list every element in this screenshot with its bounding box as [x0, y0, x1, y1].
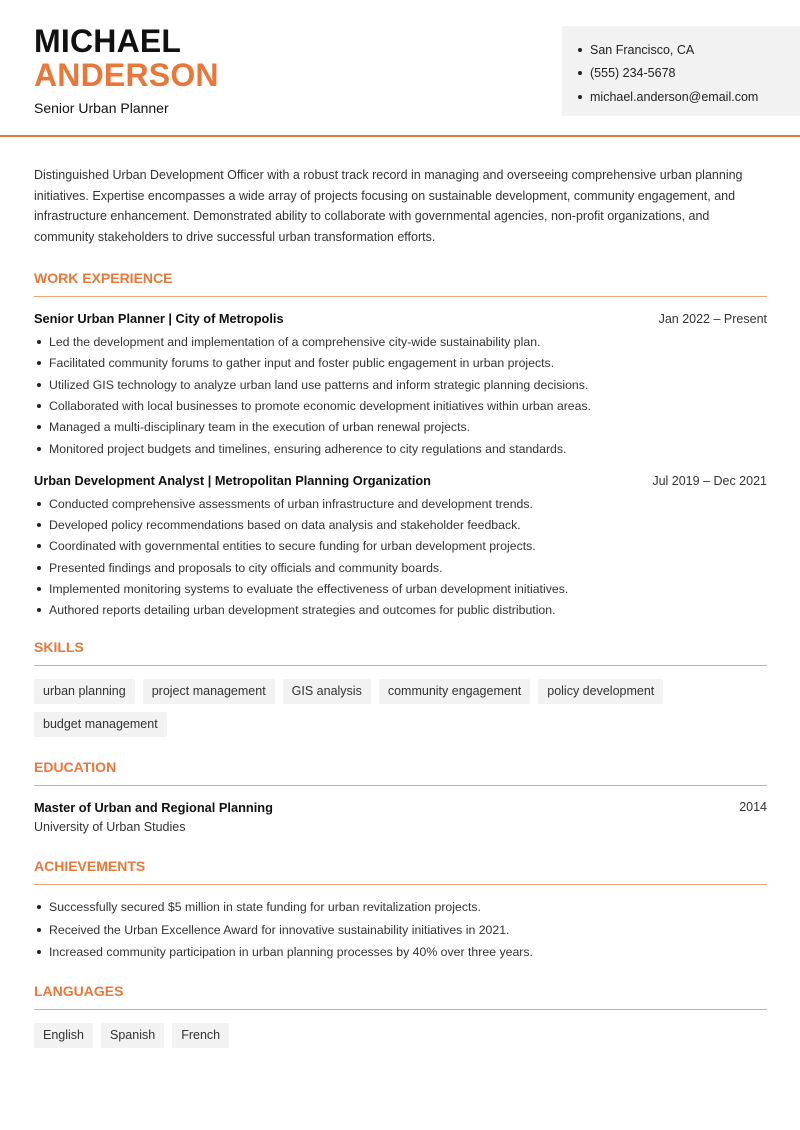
bullet-icon — [37, 608, 41, 612]
list-item: Monitored project budgets and timelines, ensuring adherence to city regulations and standards. — [34, 438, 767, 459]
skill-chip: GIS analysis — [283, 679, 371, 704]
job-date: Jan 2022 – Present — [658, 312, 767, 327]
list-item: Led the development and implementation of a comprehensive city-wide sustainability plan. — [34, 331, 767, 352]
language-chip: Spanish — [101, 1023, 164, 1048]
work-section — [34, 270, 767, 621]
graduation-year: 2014 — [739, 799, 767, 814]
list-item: Increased community participation in urban planning processes by 40% over three years. — [34, 941, 767, 964]
job-title: Urban Development Analyst | Metropolitan Planning Organization — [34, 473, 432, 489]
achievements-section — [34, 858, 767, 964]
bullet-icon — [578, 95, 582, 99]
list-item: Developed policy recommendations based on data analysis and stakeholder feedback. — [34, 514, 767, 535]
skill-chip: policy development — [538, 679, 663, 704]
list-item: Successfully secured $5 million in state funding for urban revitalization projects. — [34, 896, 767, 919]
job-header — [34, 311, 767, 326]
job-title: Senior Urban Planner | City of Metropolis — [34, 311, 284, 327]
bullet-icon — [37, 425, 41, 429]
resume-header — [0, 0, 800, 137]
bullet-icon — [37, 950, 41, 954]
section-divider — [34, 665, 767, 666]
skill-chip: project management — [143, 679, 275, 704]
job-bullets — [34, 493, 767, 621]
job-entry — [34, 311, 767, 459]
education-section — [34, 759, 767, 834]
achievements-list — [34, 896, 767, 964]
job-header — [34, 473, 767, 488]
section-title-work: WORK EXPERIENCE — [34, 270, 173, 287]
list-item: Received the Urban Excellence Award for innovative sustainability initiatives in 2021. — [34, 918, 767, 941]
bullet-icon — [37, 566, 41, 570]
skill-chip: urban planning — [34, 679, 135, 704]
bullet-icon — [578, 71, 582, 75]
job-bullets — [34, 331, 767, 459]
bullet-icon — [37, 905, 41, 909]
section-title-languages: LANGUAGES — [34, 983, 124, 1000]
list-item: Presented findings and proposals to city officials and community boards. — [34, 557, 767, 578]
contact-email[interactable]: michael.anderson@email.com — [578, 85, 800, 109]
list-item: Coordinated with governmental entities to secure funding for urban development projects. — [34, 536, 767, 557]
bullet-icon — [37, 383, 41, 387]
list-item: Authored reports detailing urban development strategies and outcomes for public distribution. — [34, 600, 767, 621]
bullet-icon — [578, 48, 582, 52]
degree: Master of Urban and Regional Planning — [34, 799, 273, 815]
list-item: Managed a multi-disciplinary team in the execution of urban renewal projects. — [34, 417, 767, 438]
first-name: MICHAEL — [34, 23, 182, 59]
school: University of Urban Studies — [34, 819, 186, 834]
section-divider — [34, 884, 767, 885]
languages-list — [34, 1023, 767, 1048]
skills-list — [34, 679, 767, 737]
bullet-icon — [37, 447, 41, 451]
bullet-icon — [37, 502, 41, 506]
language-chip: French — [172, 1023, 229, 1048]
section-title-education: EDUCATION — [34, 758, 117, 775]
education-header — [34, 800, 767, 815]
job-entry — [34, 473, 767, 621]
list-item: Conducted comprehensive assessments of urban infrastructure and development trends. — [34, 493, 767, 514]
job-date: Jul 2019 – Dec 2021 — [652, 474, 767, 489]
bullet-icon — [37, 340, 41, 344]
bullet-icon — [37, 544, 41, 548]
job-role: Senior Urban Planner — [34, 100, 169, 116]
section-title-achievements: ACHIEVEMENTS — [34, 857, 146, 874]
list-item: Utilized GIS technology to analyze urban land use patterns and inform strategic planning decisions. — [34, 374, 767, 395]
list-item: Implemented monitoring systems to evaluate the effectiveness of urban development initiatives. — [34, 578, 767, 599]
skill-chip: budget management — [34, 712, 167, 737]
summary: Distinguished Urban Development Officer with a robust track record in managing and overseeing comprehensive urban planning initiatives. Expertise encompasses a wide array of projects focusing on sustainable development, community engagement, and infrastructure enhancement. Demonstrated ability to collaborate with governmental agencies, non-profit organizations, and community stakeholders to drive successful urban transformation efforts. — [34, 168, 743, 244]
list-item: Collaborated with local businesses to promote economic development initiatives within urban areas. — [34, 395, 767, 416]
bullet-icon — [37, 587, 41, 591]
candidate-name — [34, 24, 219, 92]
bullet-icon — [37, 361, 41, 365]
contact-location: San Francisco, CA — [578, 38, 800, 62]
skill-chip: community engagement — [379, 679, 530, 704]
contact-phone: (555) 234-5678 — [578, 62, 800, 86]
section-divider — [34, 1009, 767, 1010]
resume-body — [34, 165, 767, 1048]
last-name: ANDERSON — [34, 57, 219, 93]
bullet-icon — [37, 928, 41, 932]
language-chip: English — [34, 1023, 93, 1048]
bullet-icon — [37, 523, 41, 527]
section-title-skills: SKILLS — [34, 638, 84, 655]
languages-section — [34, 983, 767, 1048]
section-divider — [34, 296, 767, 297]
bullet-icon — [37, 404, 41, 408]
skills-section — [34, 639, 767, 737]
list-item: Facilitated community forums to gather input and foster public engagement in urban projects. — [34, 353, 767, 374]
education-entry — [34, 800, 767, 834]
contact-box — [562, 26, 800, 116]
section-divider — [34, 785, 767, 786]
